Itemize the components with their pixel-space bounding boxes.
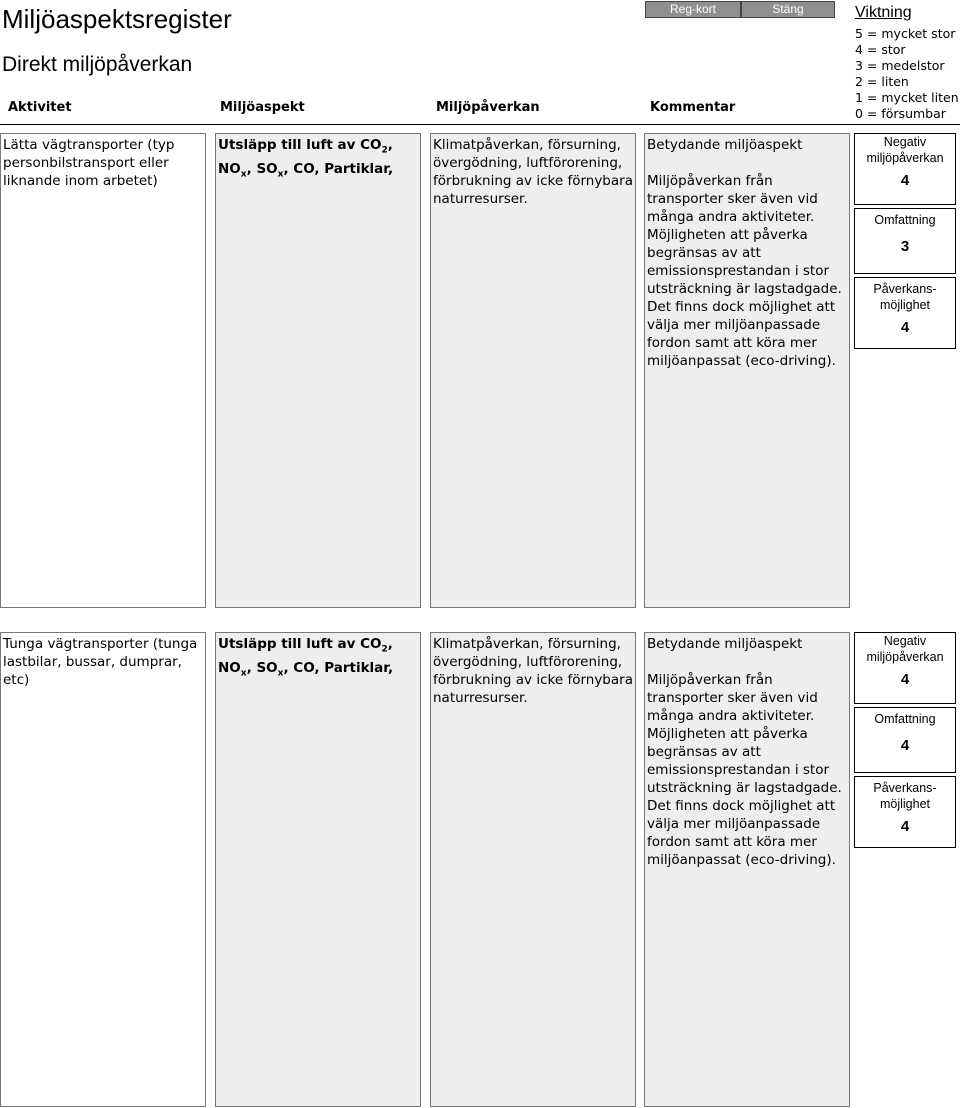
rating-value: 4 [900, 671, 910, 688]
viktning-item: 0 = försumbar [855, 106, 946, 121]
viktning-item: 2 = liten [855, 74, 909, 89]
column-header-miljopaverkan: Miljöpåverkan [436, 100, 540, 115]
viktning-item: 1 = mycket liten [855, 90, 959, 105]
subscript: x [240, 169, 247, 180]
viktning-item: 4 = stor [855, 42, 906, 57]
negativ-rating[interactable] [854, 133, 956, 205]
omfattning-rating[interactable] [854, 707, 956, 773]
aspekt-text: , CO, Partiklar, [283, 160, 394, 177]
rating-value: 4 [900, 172, 910, 189]
kommentar-heading: Betydande miljöaspekt [647, 636, 803, 652]
kommentar-text: Miljöpåverkan från transporter sker även vid många andra aktiviteter. Möjligheten att påverka begränsas av att emissionsprestandan i stor utsträckning är lagstadgade. Det finns dock möjlighet att välja mer miljöanpassade fordon samt att köra mer miljöanpassat (eco-driving). [647, 173, 842, 369]
rating-label: Omfattning [874, 213, 936, 227]
aktivitet-field[interactable]: Tunga vägtransporter (tunga lastbilar, bussar, dumprar, etc) [0, 632, 206, 1107]
negativ-rating[interactable] [854, 632, 956, 704]
subscript: x [240, 668, 247, 679]
rating-label: Negativ miljöpåverkan [866, 135, 944, 165]
aspekt-text: Utsläpp till luft av CO [218, 636, 382, 652]
kommentar-field[interactable] [644, 632, 850, 1107]
paverkansmojlighet-rating[interactable] [854, 277, 956, 349]
header-divider [0, 124, 960, 125]
rating-label: Negativ miljöpåverkan [866, 634, 944, 664]
miljoaspekt-field[interactable]: Utsläpp till luft av $CO_2$, $NO_x$, $SO_x$, CO, Partiklar, [215, 632, 421, 1107]
rating-value: 3 [900, 238, 910, 255]
viktning-scale [855, 26, 959, 122]
rating-value: 4 [900, 319, 910, 336]
viktning-title: Viktning [855, 4, 912, 21]
aktivitet-field[interactable]: Lätta vägtransporter (typ personbilstransport eller liknande inom arbetet) [0, 133, 206, 608]
kommentar-text: Miljöpåverkan från transporter sker även vid många andra aktiviteter. Möjligheten att påverka begränsas av att emissionsprestandan i stor utsträckning är lagstadgade. Det finns dock möjlighet att välja mer miljöanpassade fordon samt att köra mer miljöanpassat (eco-driving). [647, 672, 842, 868]
viktning-item: 3 = medelstor [855, 58, 945, 73]
rating-value: 4 [900, 737, 910, 754]
aspekt-text: NO [218, 659, 241, 676]
column-header-miljoaspekt: Miljöaspekt [220, 100, 305, 115]
rating-label: Påverkans-möjlighet [873, 781, 937, 811]
rating-label: Omfattning [874, 712, 936, 726]
page-subtitle: Direkt miljöpåverkan [2, 53, 193, 76]
page-title: Miljöaspektsregister [2, 4, 232, 34]
subscript: x [277, 668, 284, 679]
kommentar-field[interactable] [644, 133, 850, 608]
aspekt-text: SO [256, 659, 278, 676]
miljopaverkan-field[interactable]: Klimatpåverkan, försurning, övergödning, luftförorening, förbrukning av icke förnybara naturresurser. [430, 632, 636, 1107]
rating-value: 4 [900, 818, 910, 835]
subscript: 2 [381, 145, 388, 156]
subscript: x [277, 169, 284, 180]
subscript: 2 [381, 644, 388, 655]
miljopaverkan-field[interactable]: Klimatpåverkan, försurning, övergödning, luftförorening, förbrukning av icke förnybara naturresurser. [430, 133, 636, 608]
close-button[interactable]: Stäng [741, 1, 835, 18]
rating-label: Påverkans-möjlighet [873, 282, 937, 312]
miljoaspekt-field[interactable]: Utsläpp till luft av $CO_2$, $NO_x$, $SO_x$, CO, Partiklar, [215, 133, 421, 608]
column-header-aktivitet: Aktivitet [8, 100, 72, 115]
viktning-item: 5 = mycket stor [855, 26, 956, 41]
aspekt-text: , CO, Partiklar, [283, 659, 394, 676]
reg-kort-button[interactable]: Reg-kort [645, 1, 741, 18]
aspekt-text: SO [256, 160, 278, 177]
aspekt-text: NO [218, 160, 241, 177]
paverkansmojlighet-rating[interactable] [854, 776, 956, 848]
column-header-kommentar: Kommentar [650, 100, 736, 115]
aspekt-text: Utsläpp till luft av CO [218, 137, 382, 153]
kommentar-heading: Betydande miljöaspekt [647, 137, 803, 153]
omfattning-rating[interactable] [854, 208, 956, 274]
